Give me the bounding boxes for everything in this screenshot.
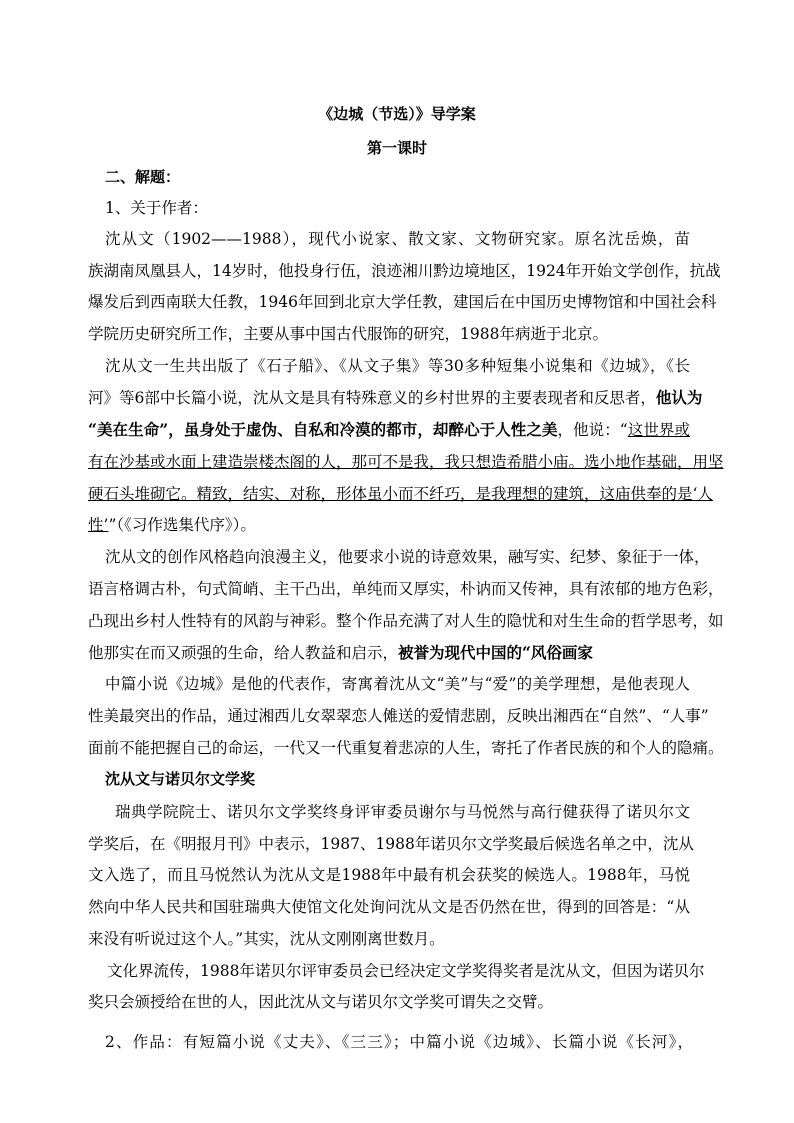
doc-subtitle: 第一课时	[366, 139, 427, 157]
rumor-line-1: 文化界流传，1988年诺贝尔评审委员会已经决定文学奖得奖者是沈从文，但因为诺贝尔	[107, 962, 705, 980]
rumor-line-2: 奖只会颁授给在世的人，因此沈从文与诺贝尔文学奖可谓失之交臂。	[88, 993, 554, 1011]
nobel-line-5: 来没有听说过这个人。”其实，沈从文刚刚离世数月。	[88, 930, 445, 948]
works-line-3-bold: “美在生命”，虽身处于虚伪、自私和冷漠的都市，却醉心于人性之美	[88, 420, 558, 439]
works-line-1: 沈从文一生共出版了《石子船》、《从文子集》等30多种短集小说集和《边城》，《长	[105, 357, 690, 375]
works-line-5: 硬石头堆砌它。精致，结实、对称，形体虽小而不纤巧，是我理想的建筑，这庙供奉的是‘人	[88, 485, 713, 503]
works-line-2-bold: 他认为	[655, 388, 703, 407]
author-item-label: 1、关于作者：	[105, 199, 208, 217]
style-line-2: 语言格调古朴，句式简峭、主干凸出，单纯而又厚实，朴讷而又传神，具有浓郁的地方色彩，	[88, 580, 724, 598]
works-line-3	[88, 418, 690, 440]
nobel-line-4: 然向中华人民共和国驻瑞典大使馆文化处询问沈从文是否仍然在世，得到的回答是：“从	[88, 898, 690, 916]
bio-line-2: 族湖南凤凰县人，14岁时，他投身行伍，浪迹湘川黔边境地区，1924年开始文学创作，抗战	[88, 262, 721, 280]
works-line-3-underline: 这世界或	[627, 421, 690, 439]
novel-line-2: 性美最突出的作品，通过湘西儿女翠翠恋人傩送的爱情悲剧，反映出湘西在“自然”、“人事”	[88, 707, 709, 725]
novel-line-3: 面前不能把握自己的命运，一代又一代重复着悲凉的人生，寄托了作者民族的和个人的隐痛。	[88, 739, 724, 757]
doc-title: 《边城（节选）》导学案	[318, 105, 476, 123]
nobel-line-1: 瑞典学院院士、诺贝尔文学奖终身评审委员谢尔与马悦然与高行健获得了诺贝尔文	[115, 803, 690, 821]
bio-line-1: 沈从文（1902——1988），现代小说家、散文家、文物研究家。原名沈岳焕，苗	[105, 230, 690, 248]
nobel-heading: 沈从文与诺贝尔文学奖	[105, 770, 256, 788]
style-line-3: 凸现出乡村人性特有的风韵与神彩。整个作品充满了对人生的隐忧和对生生命的哲学思考，如	[88, 612, 724, 630]
works-line-6	[88, 513, 256, 535]
bio-line-3: 爆发后到西南联大任教，1946年回到北京大学任教，建国后在中国历史博物馆和中国社会科	[88, 293, 717, 311]
works-line-2	[88, 386, 703, 408]
works-line-4: 有在沙基或水面上建造崇楼杰阁的人，那可不是我，我只想造希腊小庙。选小地作基础，用坚	[88, 453, 724, 471]
style-line-4-text: 他那实在而又顽强的生命，给人教益和启示，	[88, 644, 399, 662]
nobel-line-3: 文入选了，而且马悦然认为沈从文是1988年中最有机会获奖的候选人。1988年，马悦	[88, 866, 690, 884]
nobel-line-2: 学奖后，在《明报月刊》中表示，1987、1988年诺贝尔文学奖最后候选名单之中，沈从	[88, 835, 694, 853]
style-line-4-bold: 被誉为现代中国的“风俗画家	[398, 643, 593, 662]
style-line-4	[88, 641, 593, 663]
section-heading: 二、解题：	[105, 168, 181, 186]
works-item: 2、作品：有短篇小说《丈夫》、《三三》；中篇小说《边城》、长篇小说《长河》，	[105, 1033, 693, 1051]
works-line-6-text: ”（《习作选集代序》）。	[108, 516, 256, 534]
works-line-2-text: 河》等6部中长篇小说，沈从文是具有特殊意义的乡村世界的主要表现者和反思者，	[88, 389, 656, 407]
bio-line-4: 学院历史研究所工作，主要从事中国古代服饰的研究，1988年病逝于北京。	[88, 325, 608, 343]
works-line-3-text: ，他说：“	[557, 421, 628, 439]
novel-line-1: 中篇小说《边城》是他的代表作，寄寓着沈从文“美”与“爱”的美学理想，是他表现人	[105, 675, 690, 693]
works-line-6-underline: 性’	[88, 516, 109, 534]
style-line-1: 沈从文的创作风格趋向浪漫主义，他要求小说的诗意效果，融写实、纪梦、象征于一体，	[105, 548, 710, 566]
